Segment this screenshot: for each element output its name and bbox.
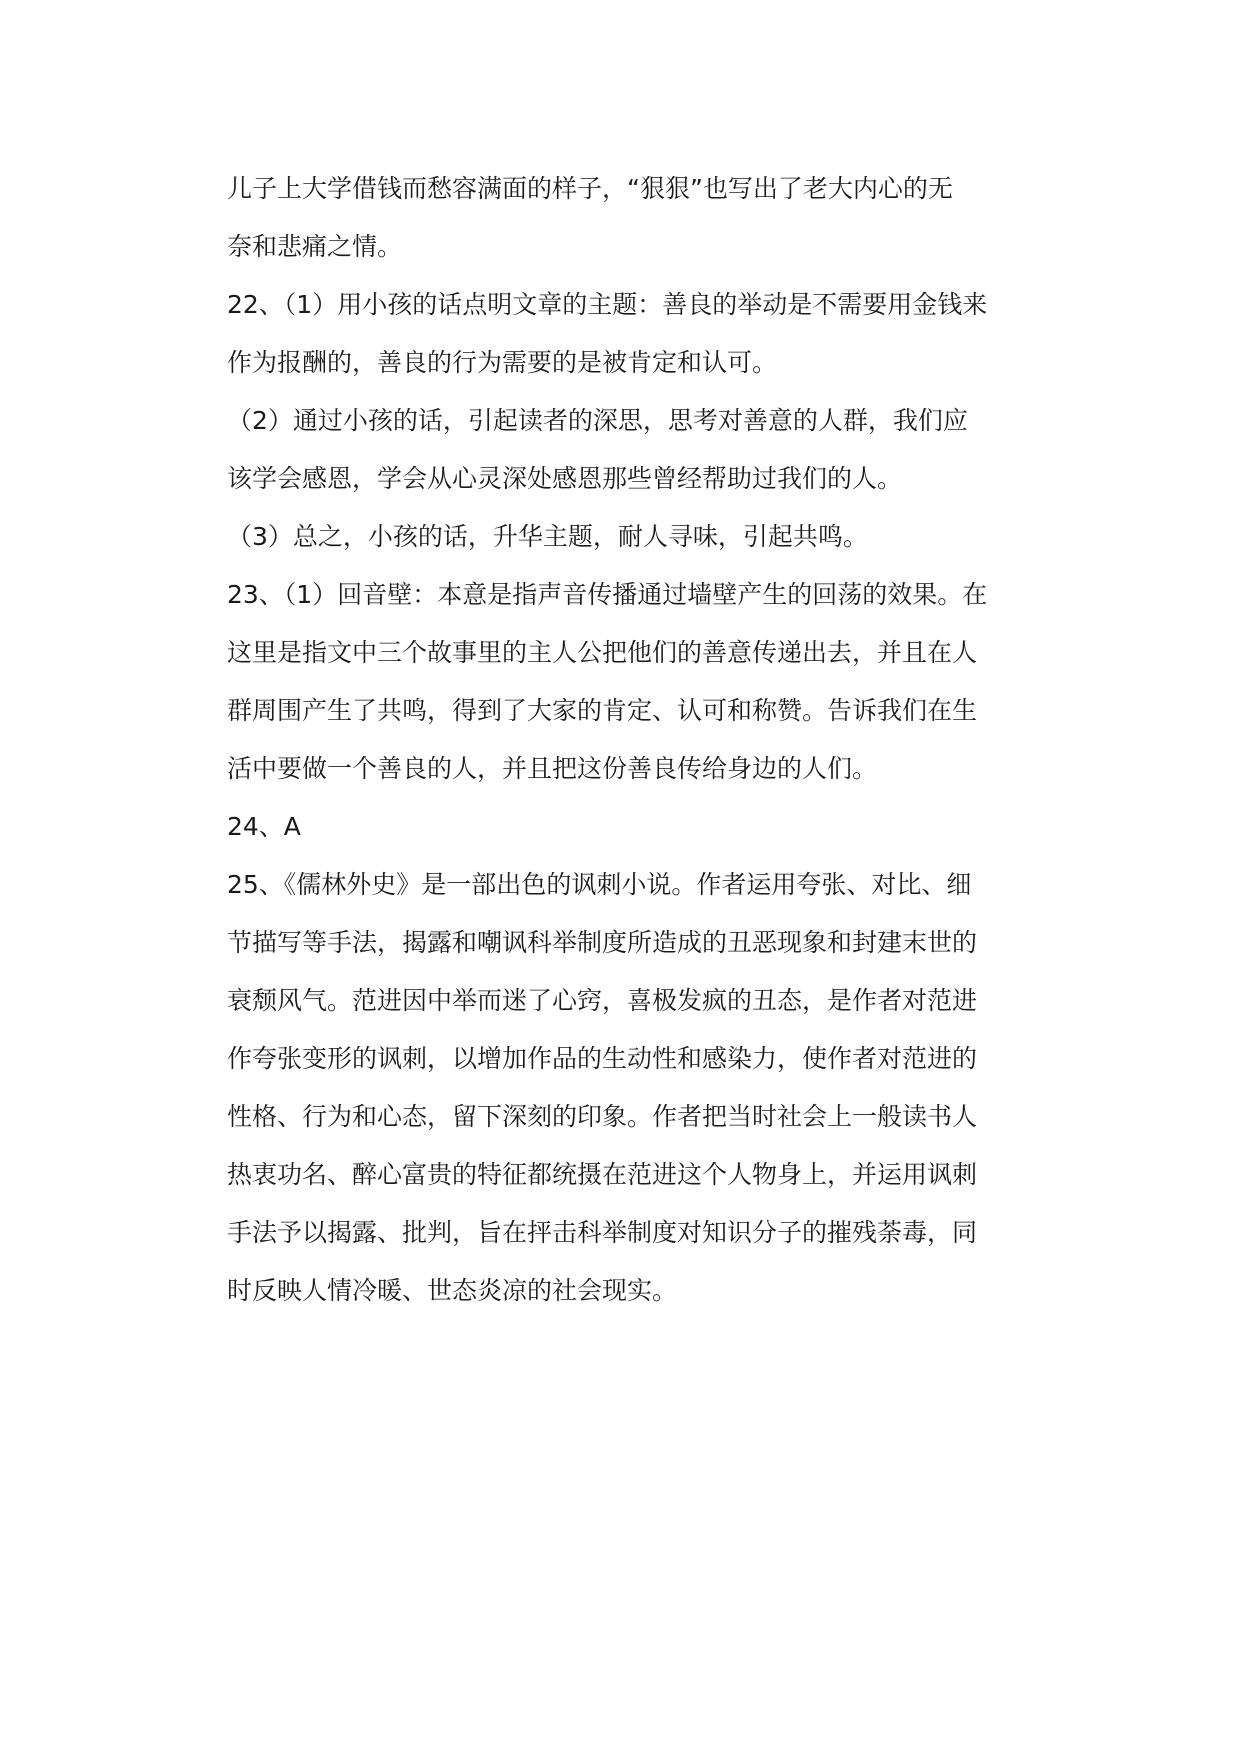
text-line: 作为报酬的，善良的行为需要的是被肯定和认可。 <box>227 348 778 377</box>
text-line: 这里是指文中三个故事里的主人公把他们的善意传递出去，并且在人 <box>227 638 978 667</box>
text-line: 该学会感恩，学会从心灵深处感恩那些曾经帮助过我们的人。 <box>227 464 903 493</box>
text-line: （3）总之，小孩的话，升华主题，耐人寻味，引起共鸣。 <box>227 522 868 551</box>
text-line: 节描写等手法，揭露和嘲讽科举制度所造成的丑恶现象和封建末世的 <box>227 928 978 957</box>
text-line: 25、《儒林外史》是一部出色的讽刺小说。作者运用夸张、对比、细 <box>227 870 972 899</box>
text-line: 作夸张变形的讽刺，以增加作品的生动性和感染力，使作者对范进的 <box>227 1044 978 1073</box>
text-line: 活中要做一个善良的人，并且把这份善良传给身边的人们。 <box>227 754 878 783</box>
answer-text-block <box>227 160 1017 1320</box>
text-line: 时反映人情冷暖、世态炎凉的社会现实。 <box>227 1276 678 1305</box>
text-line: 23、（1）回音壁：本意是指声音传播通过墙壁产生的回荡的效果。在 <box>227 580 988 609</box>
text-line: 奈和悲痛之情。 <box>227 232 403 261</box>
text-line: 儿子上大学借钱而愁容满面的样子，“狠狠”也写出了老大内心的无 <box>227 174 953 203</box>
text-line: 22、（1）用小孩的话点明文章的主题：善良的举动是不需要用金钱来 <box>227 290 988 319</box>
text-line: 性格、行为和心态，留下深刻的印象。作者把当时社会上一般读书人 <box>227 1102 978 1131</box>
text-line: （2）通过小孩的话，引起读者的深思，思考对善意的人群，我们应 <box>227 406 968 435</box>
text-line: 衰颓风气。范进因中举而迷了心窍，喜极发疯的丑态，是作者对范进 <box>227 986 978 1015</box>
text-line: 手法予以揭露、批判，旨在抨击科举制度对知识分子的摧残荼毒，同 <box>227 1218 978 1247</box>
text-line: 24、A <box>227 812 301 841</box>
text-line: 热衷功名、醉心富贵的特征都统摄在范进这个人物身上，并运用讽刺 <box>227 1160 978 1189</box>
text-line: 群周围产生了共鸣，得到了大家的肯定、认可和称赞。告诉我们在生 <box>227 696 978 725</box>
